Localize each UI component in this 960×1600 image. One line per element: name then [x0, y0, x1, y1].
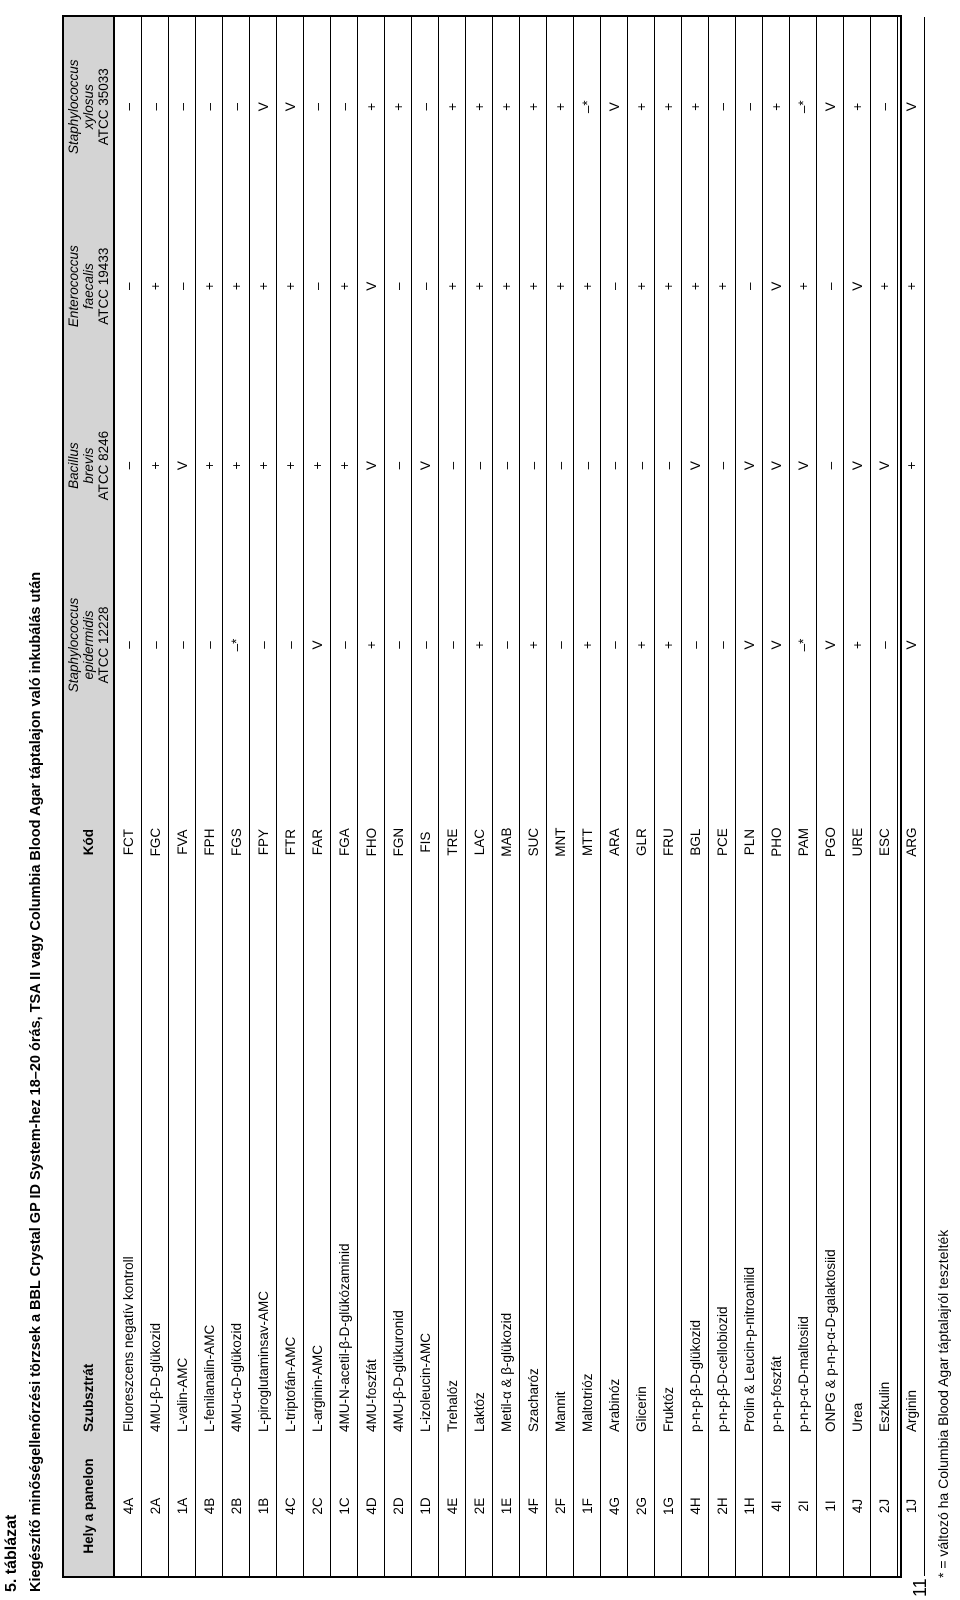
- cell-result: –: [736, 17, 763, 196]
- cell-result: +: [655, 17, 682, 196]
- table-row: [682, 17, 709, 1576]
- cell-code: FGS: [223, 735, 250, 950]
- table-row: [385, 17, 412, 1576]
- cell-result: +: [196, 376, 223, 555]
- cell-code: MTT: [574, 735, 601, 950]
- table-row: [844, 17, 871, 1576]
- header-species-2: [64, 376, 114, 555]
- cell-position: 4J: [844, 1436, 871, 1576]
- cell-result: –: [196, 17, 223, 196]
- cell-position: 2A: [142, 1436, 169, 1576]
- cell-result: +: [655, 196, 682, 375]
- cell-result: +: [358, 17, 385, 196]
- cell-result: +: [844, 17, 871, 196]
- cell-result: +: [628, 17, 655, 196]
- cell-result: –: [466, 376, 493, 555]
- cell-code: FAR: [304, 735, 331, 950]
- cell-code: MNT: [547, 735, 574, 950]
- cell-result: +: [250, 376, 277, 555]
- cell-substrate: Metil-α & β-glükozid: [493, 949, 520, 1436]
- cell-code: FTR: [277, 735, 304, 950]
- cell-result: –: [114, 555, 142, 734]
- cell-result: +: [898, 376, 925, 555]
- cell-position: 2E: [466, 1436, 493, 1576]
- cell-result: +: [709, 196, 736, 375]
- cell-position: 1B: [250, 1436, 277, 1576]
- cell-result: V: [412, 376, 439, 555]
- cell-substrate: Mannit: [547, 949, 574, 1436]
- cell-substrate: p-n-p-β-D-glükozid: [682, 949, 709, 1436]
- table-body: [114, 17, 925, 1576]
- cell-code: BGL: [682, 735, 709, 950]
- cell-code: PGO: [817, 735, 844, 950]
- cell-result: –*: [574, 17, 601, 196]
- cell-result: –: [574, 376, 601, 555]
- species-4-genus: Staphylococcus: [66, 59, 81, 155]
- cell-result: +: [493, 17, 520, 196]
- table-row: [736, 17, 763, 1576]
- cell-result: +: [520, 555, 547, 734]
- header-position: Hely a panelon: [64, 1436, 114, 1576]
- species-1-genus: Staphylococcus: [66, 597, 81, 693]
- cell-result: V: [601, 17, 628, 196]
- cell-position: 1G: [655, 1436, 682, 1576]
- cell-substrate: Arabinóz: [601, 949, 628, 1436]
- table-row: [817, 17, 844, 1576]
- header-species-3: [64, 196, 114, 375]
- cell-result: +: [628, 196, 655, 375]
- cell-result: –: [277, 555, 304, 734]
- cell-result: –: [709, 376, 736, 555]
- cell-result: –: [331, 555, 358, 734]
- cell-position: 4E: [439, 1436, 466, 1576]
- species-2-genus: Bacillus: [66, 442, 81, 489]
- cell-result: V: [358, 376, 385, 555]
- cell-result: V: [844, 376, 871, 555]
- cell-result: –: [736, 196, 763, 375]
- cell-result: +: [385, 17, 412, 196]
- cell-code: PAM: [790, 735, 817, 950]
- cell-position: 4I: [763, 1436, 790, 1576]
- cell-result: –: [628, 376, 655, 555]
- cell-result: –*: [223, 555, 250, 734]
- cell-result: +: [277, 376, 304, 555]
- cell-position: 4D: [358, 1436, 385, 1576]
- cell-result: +: [196, 196, 223, 375]
- cell-code: MAB: [493, 735, 520, 950]
- cell-code: GLR: [628, 735, 655, 950]
- cell-code: FGN: [385, 735, 412, 950]
- cell-result: –: [169, 555, 196, 734]
- cell-result: –: [817, 196, 844, 375]
- header-row: [64, 17, 114, 1576]
- cell-result: V: [898, 17, 925, 196]
- cell-result: V: [736, 376, 763, 555]
- cell-substrate: Laktóz: [466, 949, 493, 1436]
- cell-result: –: [601, 555, 628, 734]
- table-row: [142, 17, 169, 1576]
- cell-result: –: [250, 555, 277, 734]
- cell-result: –: [520, 376, 547, 555]
- cell-code: LAC: [466, 735, 493, 950]
- cell-substrate: p-n-p-β-D-cellobiozid: [709, 949, 736, 1436]
- cell-code: FVA: [169, 735, 196, 950]
- cell-substrate: Maltotrióz: [574, 949, 601, 1436]
- table-row: [709, 17, 736, 1576]
- table-row: [628, 17, 655, 1576]
- species-3-atcc: ATCC 19433: [96, 247, 111, 325]
- cell-result: +: [223, 376, 250, 555]
- cell-result: +: [439, 17, 466, 196]
- cell-result: –: [142, 17, 169, 196]
- cell-result: –: [304, 196, 331, 375]
- header-code: Kód: [64, 735, 114, 950]
- cell-substrate: L-izoleucin-AMC: [412, 949, 439, 1436]
- cell-result: V: [763, 555, 790, 734]
- cell-result: +: [304, 376, 331, 555]
- table-title: 5. táblázat: [3, 1514, 20, 1592]
- cell-position: 2G: [628, 1436, 655, 1576]
- cell-substrate: Arginin: [898, 949, 925, 1436]
- species-4-atcc: ATCC 35033: [96, 68, 111, 146]
- cell-result: +: [331, 376, 358, 555]
- cell-code: ARA: [601, 735, 628, 950]
- cell-result: +: [358, 555, 385, 734]
- cell-result: –: [871, 555, 898, 734]
- cell-result: –: [655, 376, 682, 555]
- table-row: [547, 17, 574, 1576]
- cell-code: FGC: [142, 735, 169, 950]
- cell-result: +: [142, 376, 169, 555]
- cell-substrate: ONPG & p-n-p-α-D-galaktosiid: [817, 949, 844, 1436]
- cell-position: 4B: [196, 1436, 223, 1576]
- cell-result: +: [844, 555, 871, 734]
- cell-substrate: 4MU-β-D-glükuronid: [385, 949, 412, 1436]
- cell-position: 2I: [790, 1436, 817, 1576]
- cell-result: +: [763, 17, 790, 196]
- data-table-frame: [62, 15, 919, 1578]
- cell-code: ARG: [898, 735, 925, 950]
- cell-substrate: Fruktóz: [655, 949, 682, 1436]
- cell-substrate: Prolin & Leucin-p-nitroanilid: [736, 949, 763, 1436]
- cell-result: –: [817, 376, 844, 555]
- cell-position: 2C: [304, 1436, 331, 1576]
- cell-substrate: Glicerin: [628, 949, 655, 1436]
- header-substrate: Szubsztrát: [64, 949, 114, 1436]
- cell-code: FCT: [114, 735, 142, 950]
- cell-substrate: p-n-p-α-D-maltosiid: [790, 949, 817, 1436]
- cell-substrate: 4MU-β-D-glükozid: [142, 949, 169, 1436]
- cell-position: 2F: [547, 1436, 574, 1576]
- cell-result: –: [223, 17, 250, 196]
- cell-code: FPY: [250, 735, 277, 950]
- cell-result: –: [331, 17, 358, 196]
- cell-result: +: [547, 196, 574, 375]
- cell-result: +: [655, 555, 682, 734]
- cell-substrate: Szacharóz: [520, 949, 547, 1436]
- cell-result: +: [682, 196, 709, 375]
- table-row: [196, 17, 223, 1576]
- cell-substrate: 4MU-N-acetil-β-D-glükózaminid: [331, 949, 358, 1436]
- cell-code: FRU: [655, 735, 682, 950]
- table-row: [331, 17, 358, 1576]
- cell-result: +: [628, 555, 655, 734]
- table-row: [574, 17, 601, 1576]
- cell-substrate: L-arginin-AMC: [304, 949, 331, 1436]
- species-4-species: xylosus: [81, 84, 96, 130]
- cell-result: +: [574, 555, 601, 734]
- cell-result: +: [493, 196, 520, 375]
- table-row: [250, 17, 277, 1576]
- cell-result: V: [790, 376, 817, 555]
- cell-code: SUC: [520, 735, 547, 950]
- cell-substrate: Trehalóz: [439, 949, 466, 1436]
- cell-position: 4G: [601, 1436, 628, 1576]
- table-row: [412, 17, 439, 1576]
- cell-substrate: 4MU-α-D-glükozid: [223, 949, 250, 1436]
- cell-result: –: [439, 555, 466, 734]
- cell-result: –: [493, 376, 520, 555]
- table-row: [763, 17, 790, 1576]
- cell-result: –*: [790, 17, 817, 196]
- species-2-atcc: ATCC 8246: [96, 430, 111, 501]
- cell-result: V: [736, 555, 763, 734]
- cell-result: V: [817, 17, 844, 196]
- cell-result: +: [466, 555, 493, 734]
- cell-result: +: [466, 196, 493, 375]
- cell-result: –: [493, 555, 520, 734]
- cell-code: URE: [844, 735, 871, 950]
- table-row: [520, 17, 547, 1576]
- cell-result: V: [169, 376, 196, 555]
- cell-result: –: [385, 196, 412, 375]
- table-row: [466, 17, 493, 1576]
- cell-substrate: L-triptofán-AMC: [277, 949, 304, 1436]
- cell-result: –: [169, 196, 196, 375]
- cell-code: FGA: [331, 735, 358, 950]
- cell-result: +: [790, 196, 817, 375]
- cell-result: +: [520, 196, 547, 375]
- cell-position: 2D: [385, 1436, 412, 1576]
- cell-result: +: [898, 196, 925, 375]
- cell-result: V: [277, 17, 304, 196]
- cell-result: –: [709, 17, 736, 196]
- cell-code: PLN: [736, 735, 763, 950]
- cell-result: –: [304, 17, 331, 196]
- table-row: [493, 17, 520, 1576]
- cell-code: ESC: [871, 735, 898, 950]
- cell-position: 1J: [898, 1436, 925, 1576]
- cell-result: +: [871, 196, 898, 375]
- table-row: [304, 17, 331, 1576]
- cell-result: –: [196, 555, 223, 734]
- cell-substrate: p-n-p-foszfát: [763, 949, 790, 1436]
- cell-code: FIS: [412, 735, 439, 950]
- cell-result: –: [385, 376, 412, 555]
- cell-result: +: [439, 196, 466, 375]
- cell-position: 1C: [331, 1436, 358, 1576]
- cell-code: TRE: [439, 735, 466, 950]
- cell-result: V: [898, 555, 925, 734]
- cell-position: 2J: [871, 1436, 898, 1576]
- cell-result: –: [547, 555, 574, 734]
- cell-position: 4H: [682, 1436, 709, 1576]
- header-species-4: [64, 17, 114, 196]
- table-row: [114, 17, 142, 1576]
- table-row: [358, 17, 385, 1576]
- cell-position: 1A: [169, 1436, 196, 1576]
- cell-position: 1F: [574, 1436, 601, 1576]
- page-number: 11: [910, 1578, 930, 1597]
- cell-result: +: [277, 196, 304, 375]
- cell-position: 1D: [412, 1436, 439, 1576]
- species-3-species: faecalis: [81, 263, 96, 310]
- cell-result: –: [114, 17, 142, 196]
- cell-result: –: [601, 376, 628, 555]
- cell-result: V: [763, 196, 790, 375]
- cell-result: +: [142, 196, 169, 375]
- table-subtitle: Kiegészítő minőségellenőrzési törzsek a BBL Crystal GP ID System-hez 18–20 órás, TSA II vagy Columbia Blood Agar táptalajon való inkubálás után: [28, 571, 44, 1592]
- table-row: [601, 17, 628, 1576]
- cell-result: –: [169, 17, 196, 196]
- cell-result: +: [574, 196, 601, 375]
- cell-position: 1H: [736, 1436, 763, 1576]
- cell-position: 2H: [709, 1436, 736, 1576]
- cell-result: V: [250, 17, 277, 196]
- cell-result: –: [114, 376, 142, 555]
- cell-result: –: [601, 196, 628, 375]
- cell-result: V: [871, 376, 898, 555]
- cell-code: FHO: [358, 735, 385, 950]
- cell-result: +: [466, 17, 493, 196]
- cell-result: –: [871, 17, 898, 196]
- cell-result: –: [114, 196, 142, 375]
- cell-result: –: [412, 196, 439, 375]
- footnote: * = változó ha Columbia Blood Agar táptalajról tesztelték: [935, 1229, 951, 1578]
- species-3-genus: Enterococcus: [66, 245, 81, 328]
- cell-result: +: [547, 17, 574, 196]
- cell-result: –*: [790, 555, 817, 734]
- cell-result: –: [547, 376, 574, 555]
- cell-result: V: [844, 196, 871, 375]
- cell-substrate: Fluoreszcens negatív kontroll: [114, 949, 142, 1436]
- cell-result: –: [412, 555, 439, 734]
- cell-result: +: [520, 17, 547, 196]
- cell-substrate: Urea: [844, 949, 871, 1436]
- table-row: [439, 17, 466, 1576]
- cell-substrate: L-piroglutaminsav-AMC: [250, 949, 277, 1436]
- cell-position: 4C: [277, 1436, 304, 1576]
- cell-result: –: [142, 555, 169, 734]
- species-1-atcc: ATCC 12228: [96, 606, 111, 684]
- cell-position: 1I: [817, 1436, 844, 1576]
- cell-result: –: [439, 376, 466, 555]
- cell-result: –: [682, 555, 709, 734]
- cell-result: –: [412, 17, 439, 196]
- cell-result: +: [682, 17, 709, 196]
- species-2-species: brevis: [81, 447, 96, 484]
- cell-result: +: [250, 196, 277, 375]
- species-1-species: epidermidis: [81, 610, 96, 680]
- table-row: [790, 17, 817, 1576]
- cell-result: V: [358, 196, 385, 375]
- table-row: [655, 17, 682, 1576]
- cell-result: V: [682, 376, 709, 555]
- cell-result: –: [709, 555, 736, 734]
- cell-position: 4F: [520, 1436, 547, 1576]
- table-row: [277, 17, 304, 1576]
- data-table: [64, 17, 925, 1576]
- cell-result: V: [304, 555, 331, 734]
- cell-position: 2B: [223, 1436, 250, 1576]
- cell-result: V: [763, 376, 790, 555]
- header-species-1: [64, 555, 114, 734]
- cell-result: +: [331, 196, 358, 375]
- cell-position: 1E: [493, 1436, 520, 1576]
- cell-substrate: Eszkulin: [871, 949, 898, 1436]
- cell-result: +: [223, 196, 250, 375]
- cell-code: PHO: [763, 735, 790, 950]
- cell-position: 4A: [114, 1436, 142, 1576]
- cell-code: PCE: [709, 735, 736, 950]
- cell-substrate: L-valin-AMC: [169, 949, 196, 1436]
- cell-substrate: L-fenilanalin-AMC: [196, 949, 223, 1436]
- table-row: [223, 17, 250, 1576]
- cell-code: FPH: [196, 735, 223, 950]
- cell-result: V: [817, 555, 844, 734]
- table-row: [871, 17, 898, 1576]
- cell-result: –: [385, 555, 412, 734]
- cell-substrate: 4MU-foszfát: [358, 949, 385, 1436]
- table-row: [169, 17, 196, 1576]
- table-row: [898, 17, 925, 1576]
